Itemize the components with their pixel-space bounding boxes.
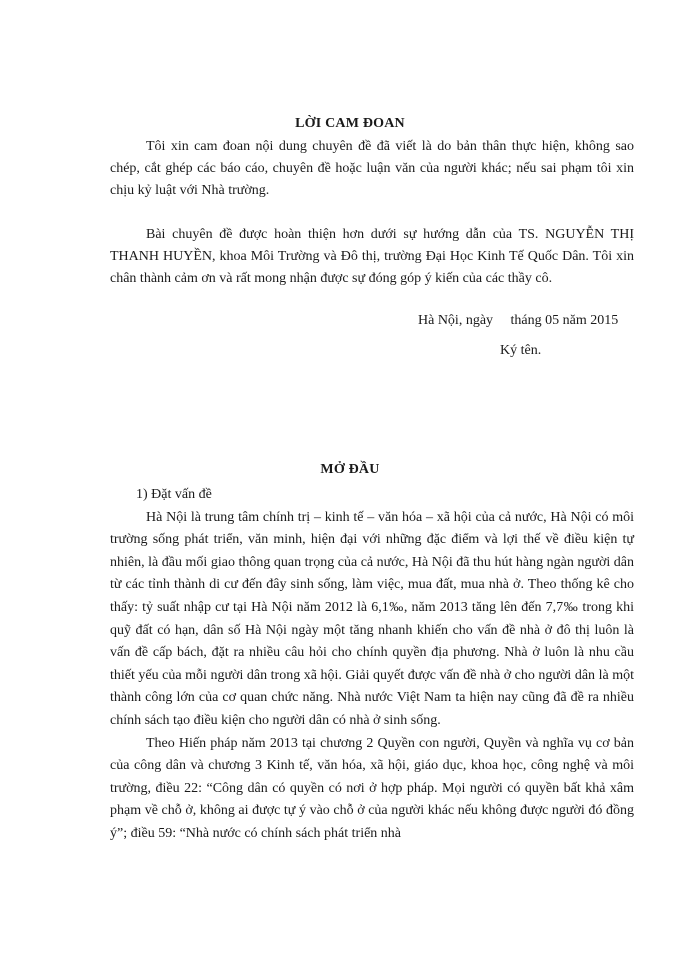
section-title-cam-doan: LỜI CAM ĐOAN (295, 116, 405, 131)
section-title-mo-dau: MỞ ĐẦU (320, 462, 380, 477)
mo-dau-paragraph-1: Hà Nội là trung tâm chính trị – kinh tế – văn hóa – xã hội của cả nước, Hà Nội có môi trường sống phát triển, văn minh, hiện đại với những đặc điểm và lợi thế về điều kiện tự nhiên, là đầu mối giao thông quan trọng của cả nước, Hà Nội đã thu hút hàng ngàn người dân từ các tỉnh thành di cư đến đây sinh sống, làm việc, mua đất, mua nhà ở. Theo thống kê cho thấy: tỷ suất nhập cư tại Hà Nội năm 2012 là 6,1‰, năm 2013 tăng lên đến 7,7‰ trong khi quỹ đất có hạn, dân số Hà Nội ngày một tăng nhanh khiến cho vấn đề nhà ở đô thị luôn là vấn đề cấp bách, đặt ra nhiều câu hỏi cho chính quyền địa phương. Nhà ở luôn là nhu cầu thiết yếu của mỗi người dân trong xã hội. Giải quyết được vấn đề nhà ở cho người dân là một thành công lớn của cơ quan chức năng. Nhà nước Việt Nam ta hiện nay cũng đã đề ra nhiều chính sách tạo điều kiện cho người dân có nhà ở sinh sống. (110, 509, 634, 728)
cam-doan-paragraph-2: Bài chuyên đề được hoàn thiện hơn dưới sự hướng dẫn của TS. NGUYỄN THỊ THANH HUYỀN, khoa Môi Trường và Đô thị, trường Đại Học Kinh Tế Quốc Dân. Tôi xin chân thành cảm ơn và rất mong nhận được sự đóng góp ý kiến của các thầy cô. (110, 227, 634, 286)
mo-dau-body (110, 484, 634, 846)
cam-doan-body (110, 136, 634, 290)
signature-line: Ký tên. (500, 343, 542, 358)
list-item-dat-van-de: 1) Đặt vấn đề (136, 487, 212, 502)
mo-dau-paragraph-2: Theo Hiến pháp năm 2013 tại chương 2 Quyền con người, Quyền và nghĩa vụ cơ bản của công dân và chương 3 Kinh tế, văn hóa, xã hội, giáo dục, khoa học, công nghệ và môi trường, điều 22: “Công dân có quyền có nơi ở hợp pháp. Mọi người có quyền bất khả xâm phạm về chỗ ở, không ai được tự ý vào chỗ ở của người khác nếu không được người đó đồng ý”; điều 59: “Nhà nước có chính sách phát triển nhà (110, 735, 634, 841)
date-line: Hà Nội, ngày tháng 05 năm 2015 (418, 313, 619, 328)
cam-doan-paragraph-1: Tôi xin cam đoan nội dung chuyên đề đã viết là do bản thân thực hiện, không sao chép, cắt ghép các báo cáo, chuyên đề hoặc luận văn của người khác; nếu sai phạm tôi xin chịu kỷ luật với Nhà trường. (110, 139, 634, 198)
